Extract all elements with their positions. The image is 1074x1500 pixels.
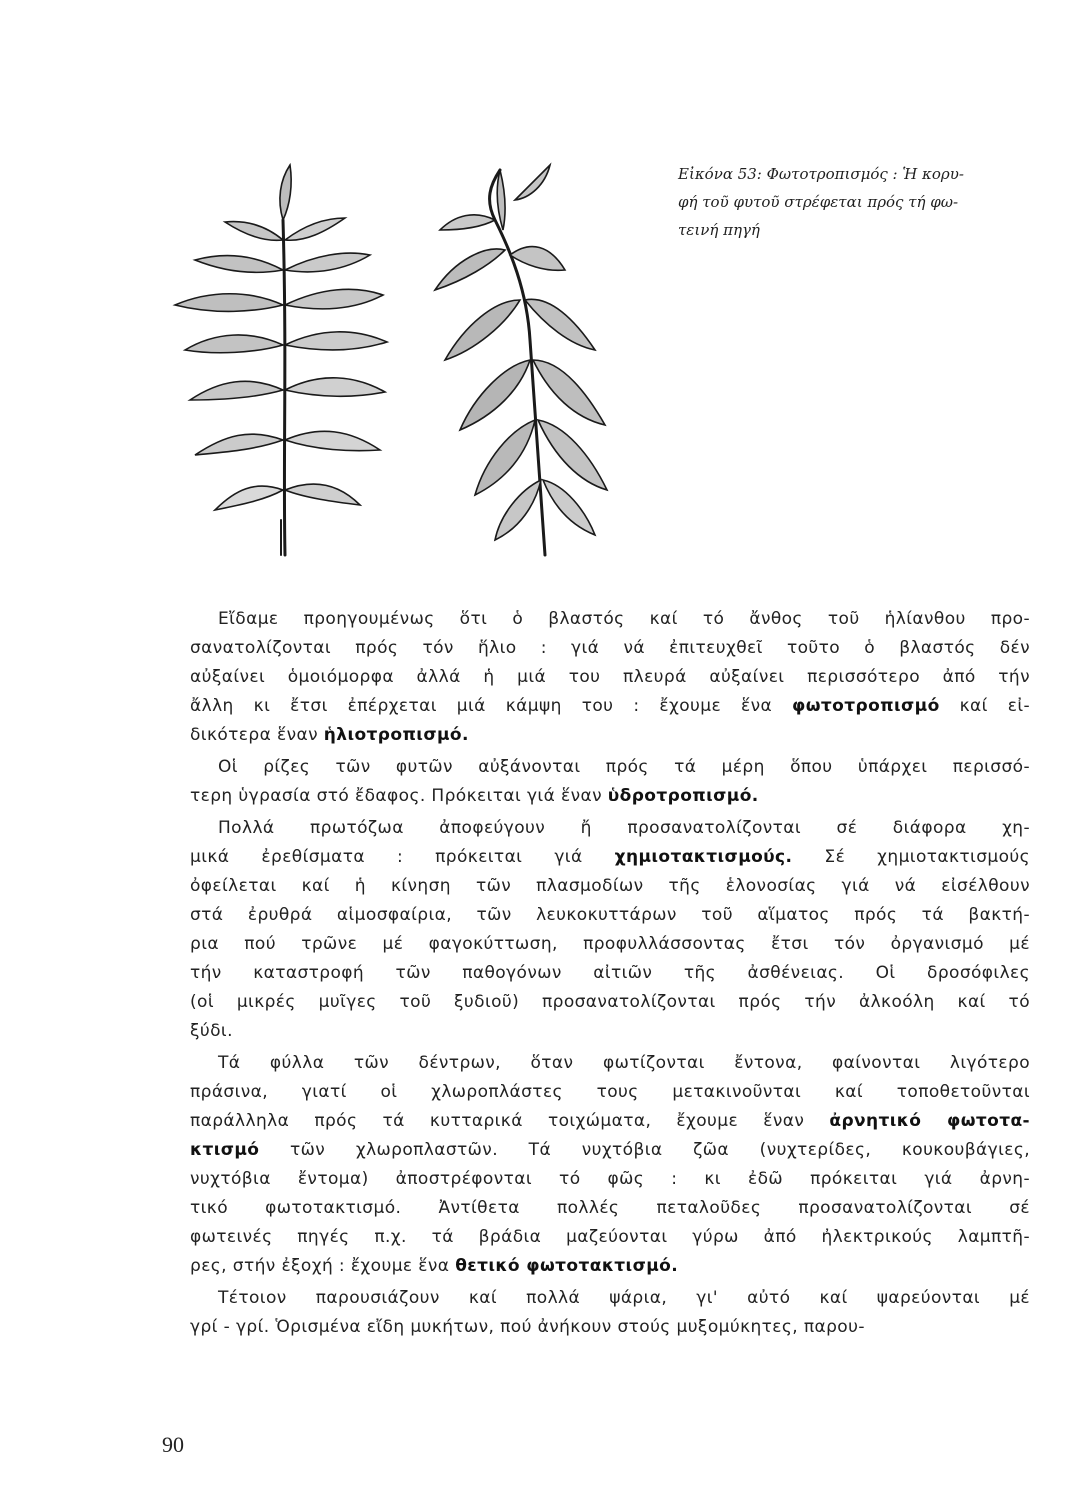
page-number: 90: [162, 1432, 184, 1457]
caption-line: Εἰκόνα 53: Φωτοτροπισμός : Ἡ κορυ-: [678, 165, 964, 183]
text-line: [190, 1078, 1030, 1107]
text-run: τήν καταστροφή τῶν παθογόνων αἰτιῶν τῆς ἀσθένειας. Οἱ δροσόφιλες: [190, 963, 1030, 983]
text-run: ρια πού τρῶνε μέ φαγοκύττωση, προφυλλάσσοντας ἔτσι τόν ὀργανισμό μέ: [190, 934, 1030, 954]
text-line: [190, 843, 1030, 872]
text-line: [190, 1223, 1030, 1252]
text-run: νυχτόβια ἔντομα) ἀποστρέφονται τό φῶς : κι ἐδῶ πρόκειται γιά ἀρνη-: [190, 1169, 1030, 1189]
plant-drawings: [155, 160, 675, 560]
figure-caption: [678, 160, 1038, 244]
text-run: ρες, στήν ἐξοχή : ἔχουμε ἕνα: [190, 1256, 456, 1276]
text-run: (οἱ μικρές μυῖγες τοῦ ξυδιοῦ) προσανατολίζονται πρός τήν ἀλκοόλη καί τό: [190, 992, 1030, 1012]
bold-term: θετικό φωτοτακτισμό.: [455, 1256, 679, 1276]
text-line: [190, 1049, 1030, 1078]
bold-term: ἡλιοτροπισμό.: [323, 725, 469, 745]
paragraph: [190, 1284, 1030, 1342]
text-run: στά ἐρυθρά αἱμοσφαίρια, τῶν λευκοκυττάρων τοῦ αἵματος πρός τά βακτή-: [190, 905, 1030, 925]
text-run: Σέ χημιοτακτισμούς: [792, 847, 1030, 867]
text-run: δικότερα ἕναν: [190, 725, 324, 745]
upright-plant-illustration: [175, 165, 387, 555]
body-text: [190, 605, 1030, 1342]
text-line: [190, 1284, 1030, 1313]
text-run: καί εἰ-: [939, 696, 1031, 716]
text-run: Τέτοιον παρουσιάζουν καί πολλά ψάρια, γι' αὐτό καί ψαρεύονται μέ: [218, 1288, 1030, 1308]
bending-plant-illustration: [435, 165, 607, 555]
text-run: ὀφείλεται καί ἡ κίνηση τῶν πλασμοδίων τῆς ἑλονοσίας γιά νά εἰσέλθουν: [190, 876, 1030, 896]
text-line: [190, 1194, 1030, 1223]
text-run: μικά ἐρεθίσματα : πρόκειται γιά: [190, 847, 615, 867]
text-line: [190, 1017, 1030, 1046]
text-line: [190, 1165, 1030, 1194]
text-line: [190, 872, 1030, 901]
text-run: Πολλά πρωτόζωα ἀποφεύγουν ἤ προσανατολίζονται σέ διάφορα χη-: [218, 818, 1030, 838]
text-line: [190, 663, 1030, 692]
text-run: αὐξαίνει ὁμοιόμορφα ἀλλά ἡ μιά του πλευρά αὐξαίνει περισσότερο ἀπό τήν: [190, 667, 1030, 687]
caption-line: φή τοῦ φυτοῦ στρέφεται πρός τή φω-: [678, 193, 959, 211]
text-run: παράλληλα πρός τά κυτταρικά τοιχώματα, ἔχουμε ἕναν: [190, 1111, 830, 1131]
text-run: γρί - γρί. Ὁρισμένα εἴδη μυκήτων, πού ἀνήκουν στούς μυξομύκητες, παρου-: [190, 1317, 865, 1337]
text-line: [190, 782, 1030, 811]
text-run: τικό φωτοτακτισμό. Ἀντίθετα πολλές πεταλοῦδες προσανατολίζονται σέ: [190, 1198, 1030, 1218]
text-line: [190, 1313, 1030, 1342]
text-line: [190, 988, 1030, 1017]
caption-line: τεινή πηγή: [678, 221, 760, 239]
text-line: [190, 634, 1030, 663]
bold-term: χημιοτακτισμούς.: [614, 847, 793, 867]
text-run: Τά φύλλα τῶν δέντρων, ὅταν φωτίζονται ἔντονα, φαίνονται λιγότερο: [218, 1053, 1030, 1073]
bold-term: κτισμό: [190, 1140, 260, 1160]
text-line: [190, 814, 1030, 843]
paragraph: [190, 753, 1030, 811]
paragraph: [190, 605, 1030, 750]
text-line: [190, 1252, 1030, 1281]
text-line: [190, 1136, 1030, 1165]
bold-term: ὑδροτροπισμό.: [607, 786, 759, 806]
text-run: σανατολίζονται πρός τόν ἥλιο : γιά νά ἐπιτευχθεῖ τοῦτο ὁ βλαστός δέν: [190, 638, 1030, 658]
text-run: πράσινα, γιατί οἱ χλωροπλάστες τους μετακινοῦνται καί τοποθετοῦνται: [190, 1082, 1030, 1102]
text-run: ἄλλη κι ἔτσι ἐπέρχεται μιά κάμψη του : ἔχουμε ἕνα: [190, 696, 793, 716]
text-line: [190, 692, 1030, 721]
text-line: [190, 605, 1030, 634]
text-run: τερη ὑγρασία στό ἔδαφος. Πρόκειται γιά ἕναν: [190, 786, 608, 806]
paragraph: [190, 814, 1030, 1046]
phototropism-figure: [155, 160, 675, 560]
text-line: [190, 753, 1030, 782]
text-line: [190, 901, 1030, 930]
text-line: [190, 930, 1030, 959]
text-run: Εἴδαμε προηγουμένως ὅτι ὁ βλαστός καί τό ἄνθος τοῦ ἡλίανθου προ-: [218, 609, 1030, 629]
bold-term: ἀρνητικό φωτοτα-: [829, 1111, 1031, 1131]
text-line: [190, 721, 1030, 750]
paragraph: [190, 1049, 1030, 1281]
text-run: φωτεινές πηγές π.χ. τά βράδια μαζεύονται γύρω ἀπό ἠλεκτρικούς λαμπτῆ-: [190, 1227, 1030, 1247]
text-line: [190, 1107, 1030, 1136]
text-run: ξύδι.: [190, 1021, 233, 1041]
bold-term: φωτοτροπισμό: [792, 696, 940, 716]
text-run: τῶν χλωροπλαστῶν. Τά νυχτόβια ζῶα (νυχτερίδες, κουκουβάγιες,: [259, 1140, 1030, 1160]
text-line: [190, 959, 1030, 988]
text-run: Οἱ ρίζες τῶν φυτῶν αὐξάνονται πρός τά μέρη ὅπου ὑπάρχει περισσό-: [218, 757, 1030, 777]
